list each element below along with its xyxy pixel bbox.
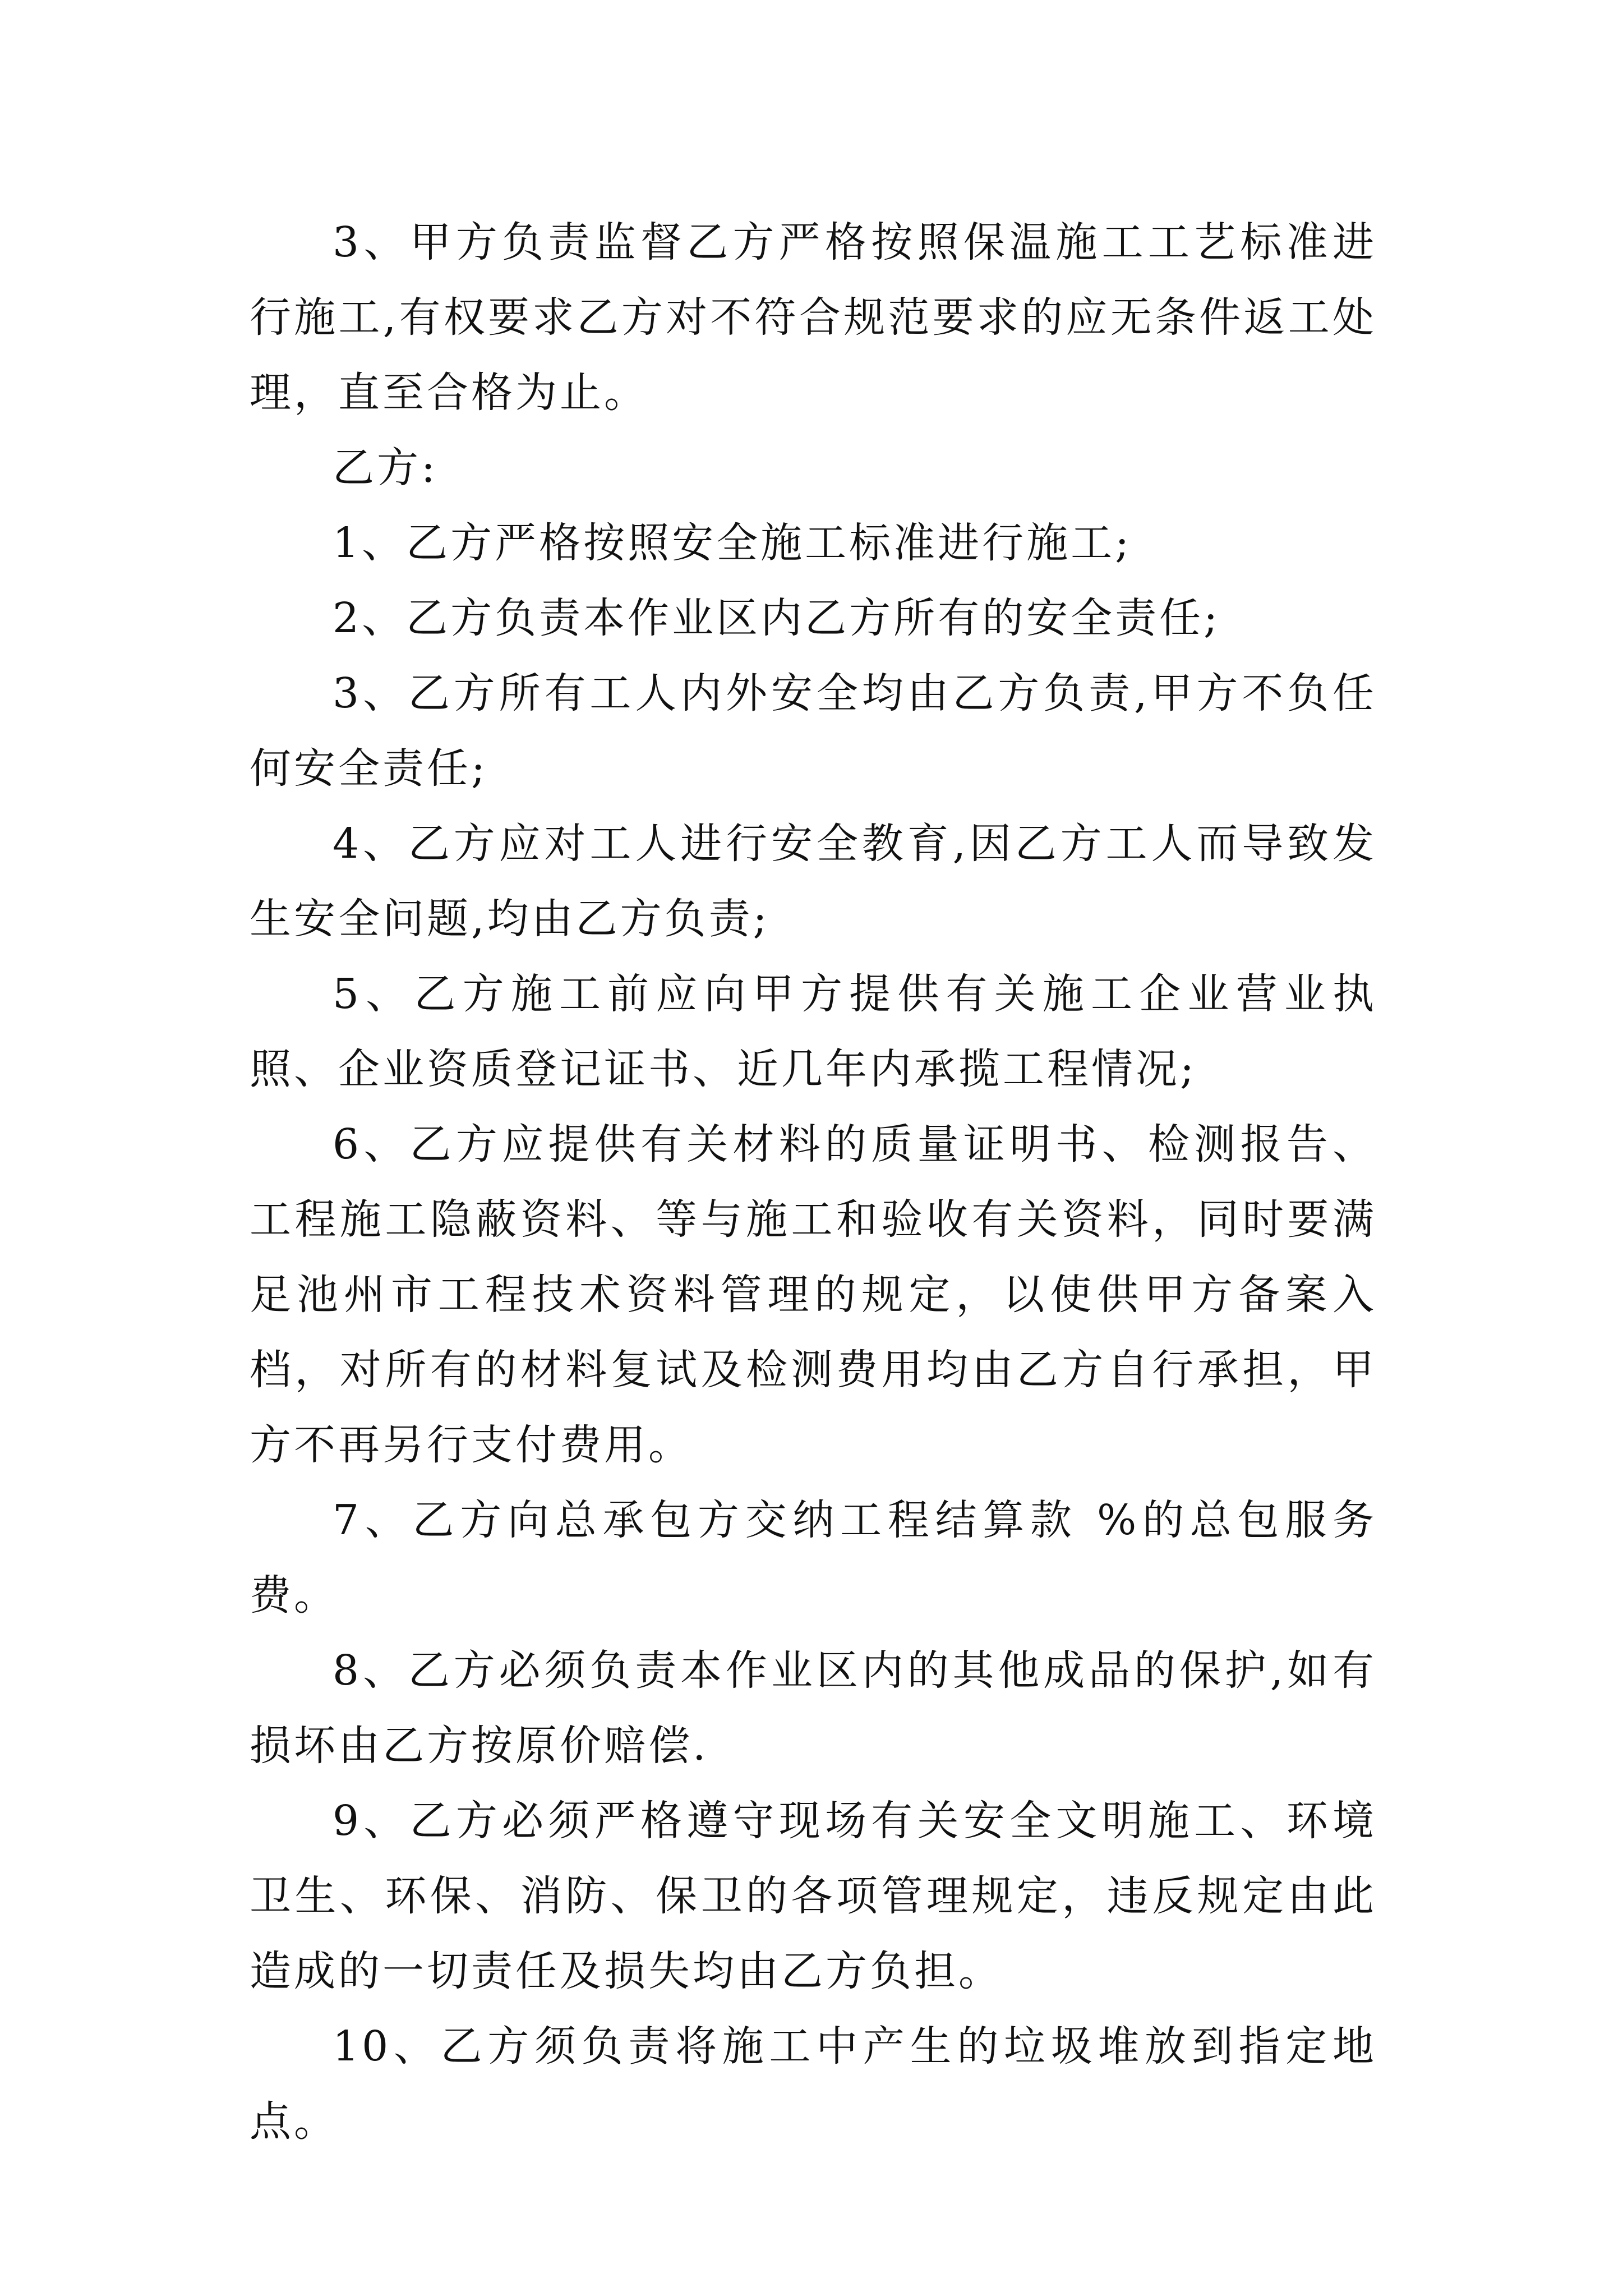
clause-party-b-8: 8、乙方必须负责本作业区内的其他成品的保护,如有损坏由乙方按原价赔偿. (250, 1646, 1377, 1770)
clause-party-a-3: 3、甲方负责监督乙方严格按照保温施工工艺标准进行施工,有权要求乙方对不符合规范要求的应无条件返工处理，直至合格为止。 (250, 218, 1377, 417)
clause-party-b-7: 7、乙方向总承包方交纳工程结算款 %的总包服务费。 (250, 1496, 1377, 1619)
clause-party-b-1: 1、乙方严格按照安全施工标准进行施工; (333, 519, 1132, 567)
clause-party-b-4: 4、乙方应对工人进行安全教育,因乙方工人而导致发生安全问题,均由乙方负责; (250, 820, 1377, 943)
document-body (250, 205, 1377, 2159)
clause-party-b-5: 5、乙方施工前应向甲方提供有关施工企业营业执照、企业资质登记证书、近几年内承揽工程情况; (250, 970, 1377, 1093)
clause-party-b-3: 3、乙方所有工人内外安全均由乙方负责,甲方不负任何安全责任; (250, 669, 1377, 793)
clause-party-b-10: 10、乙方须负责将施工中产生的垃圾堆放到指定地点。 (250, 2022, 1377, 2146)
clause-party-b-6: 6、乙方应提供有关材料的质量证明书、检测报告、工程施工隐蔽资料、等与施工和验收有关资料，同时要满足池州市工程技术资料管理的规定，以使供甲方备案入档，对所有的材料复试及检测费用均由乙方自行承担，甲方不再另行支付费用。 (250, 1120, 1377, 1469)
clause-party-b-2: 2、乙方负责本作业区内乙方所有的安全责任; (333, 594, 1221, 642)
clause-party-b-9: 9、乙方必须严格遵守现场有关安全文明施工、环境卫生、环保、消防、保卫的各项管理规定，违反规定由此造成的一切责任及损失均由乙方负担。 (250, 1797, 1377, 1995)
section-heading-party-b: 乙方: (333, 444, 438, 492)
